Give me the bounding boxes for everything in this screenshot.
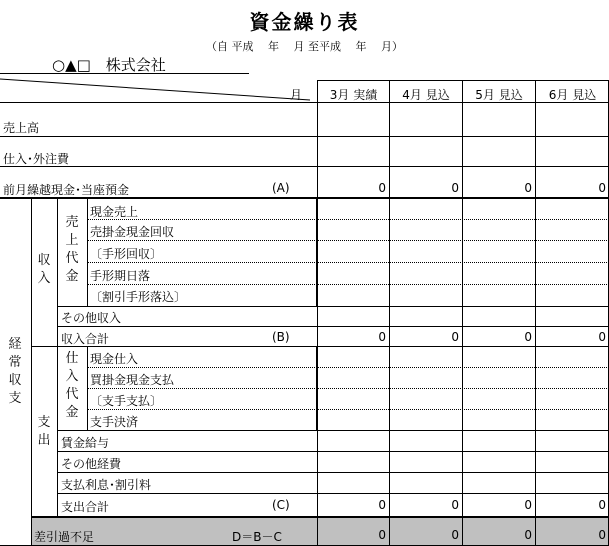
- col-line-4: [535, 80, 536, 546]
- row-line-expense-3: [87, 409, 609, 410]
- subgroup-label-purchase-payment: 仕入代金: [65, 351, 79, 420]
- balance-value-6: 0: [598, 528, 606, 542]
- main-section-line: [31, 197, 32, 546]
- row-line-expense-4: [57, 430, 609, 431]
- income-total-mark: (B): [272, 330, 290, 344]
- row-border-sales: [0, 136, 609, 137]
- expense-item-cash-purchase: 現金仕入: [90, 352, 139, 366]
- row-line-income-3: [87, 262, 609, 263]
- carryover-value-4: 0: [451, 181, 459, 195]
- balance-value-3: 0: [378, 528, 386, 542]
- row-line-expense-interest: [57, 493, 609, 494]
- expense-total-value-4: 0: [451, 498, 459, 512]
- balance-formula: D＝B－C: [232, 530, 282, 544]
- carryover-value-6: 0: [598, 181, 606, 195]
- income-total-label: 収入合計: [61, 332, 110, 346]
- expense-total-mark: (C): [272, 498, 290, 512]
- expense-total-value-6: 0: [598, 498, 606, 512]
- row-line-expense-1: [87, 367, 609, 368]
- group-line: [57, 197, 58, 516]
- income-item-receivables: 売掛金現金回収: [90, 225, 175, 239]
- balance-label: 差引過不足: [34, 530, 95, 544]
- period-range: （自 平成 年 月 至平成 年 月）: [206, 40, 403, 53]
- expense-item-notes-paid: 〔支手支払〕: [90, 394, 163, 408]
- expense-item-notes-settled: 支手決済: [90, 415, 139, 429]
- col-line-3: [462, 80, 463, 546]
- row-label-sales: 売上高: [3, 121, 40, 135]
- group-label-income: 収入: [37, 253, 51, 286]
- row-line-expense-other: [57, 472, 609, 473]
- income-total-value-4: 0: [451, 330, 459, 344]
- item-right-line-income: [316, 197, 318, 306]
- carryover-value-3: 0: [378, 181, 386, 195]
- row-label-purchases: 仕入･外注費: [3, 152, 70, 166]
- income-item-notes-due: 手形期日落: [90, 269, 151, 283]
- row-line-income-5: [57, 306, 609, 307]
- row-label-carryover: 前月繰越現金･当座預金: [3, 183, 130, 197]
- row-line-income-4: [87, 284, 609, 285]
- column-header-6: 6月 見込: [548, 88, 597, 102]
- expense-item-wages: 賃金給与: [61, 436, 110, 450]
- row-line-income-2: [87, 240, 609, 241]
- column-header-3: 3月 実績: [329, 88, 378, 102]
- page-title: 資金繰り表: [249, 10, 360, 34]
- income-total-value-5: 0: [524, 330, 532, 344]
- income-item-other: その他収入: [61, 311, 122, 325]
- company-name: ○▲□ 株式会社: [52, 56, 166, 74]
- expense-total-value-5: 0: [524, 498, 532, 512]
- row-border-purchases: [0, 166, 609, 167]
- header-bottom-border: [0, 102, 609, 103]
- income-item-cash-sales: 現金売上: [90, 205, 139, 219]
- column-header-5: 5月 見込: [475, 88, 523, 102]
- row-line-income-total: [31, 346, 609, 347]
- carryover-value-5: 0: [524, 181, 532, 195]
- row-line-income-1: [87, 219, 609, 220]
- row-line-expense-wages: [57, 451, 609, 452]
- col-line-1: [317, 80, 318, 546]
- row-line-expense-2: [87, 388, 609, 389]
- expense-item-other: その他経費: [61, 457, 122, 471]
- column-header-4: 4月 見込: [402, 88, 450, 102]
- row-line-income-other: [57, 326, 609, 327]
- expense-item-payables: 買掛金現金支払: [90, 373, 175, 387]
- col-line-2: [389, 80, 390, 546]
- expense-item-interest: 支払利息･割引料: [61, 478, 152, 492]
- expense-total-label: 支出合計: [61, 500, 110, 514]
- income-total-value-3: 0: [378, 330, 386, 344]
- balance-value-5: 0: [524, 528, 532, 542]
- balance-value-4: 0: [451, 528, 459, 542]
- month-label: 月: [290, 88, 303, 102]
- subgroup-label-sales-proceeds: 売上代金: [65, 215, 79, 284]
- row-mark-carryover: (A): [272, 181, 290, 195]
- income-item-discounted-notes: 〔割引手形落込〕: [90, 290, 187, 304]
- subgroup-line-income: [87, 197, 88, 306]
- section-label-main: 経常収支: [8, 337, 22, 406]
- row-line-expense-total: [31, 516, 609, 518]
- expense-total-value-3: 0: [378, 498, 386, 512]
- income-total-value-6: 0: [598, 330, 606, 344]
- income-item-notes-collected: 〔手形回収〕: [90, 247, 163, 261]
- group-label-expense: 支出: [37, 415, 51, 448]
